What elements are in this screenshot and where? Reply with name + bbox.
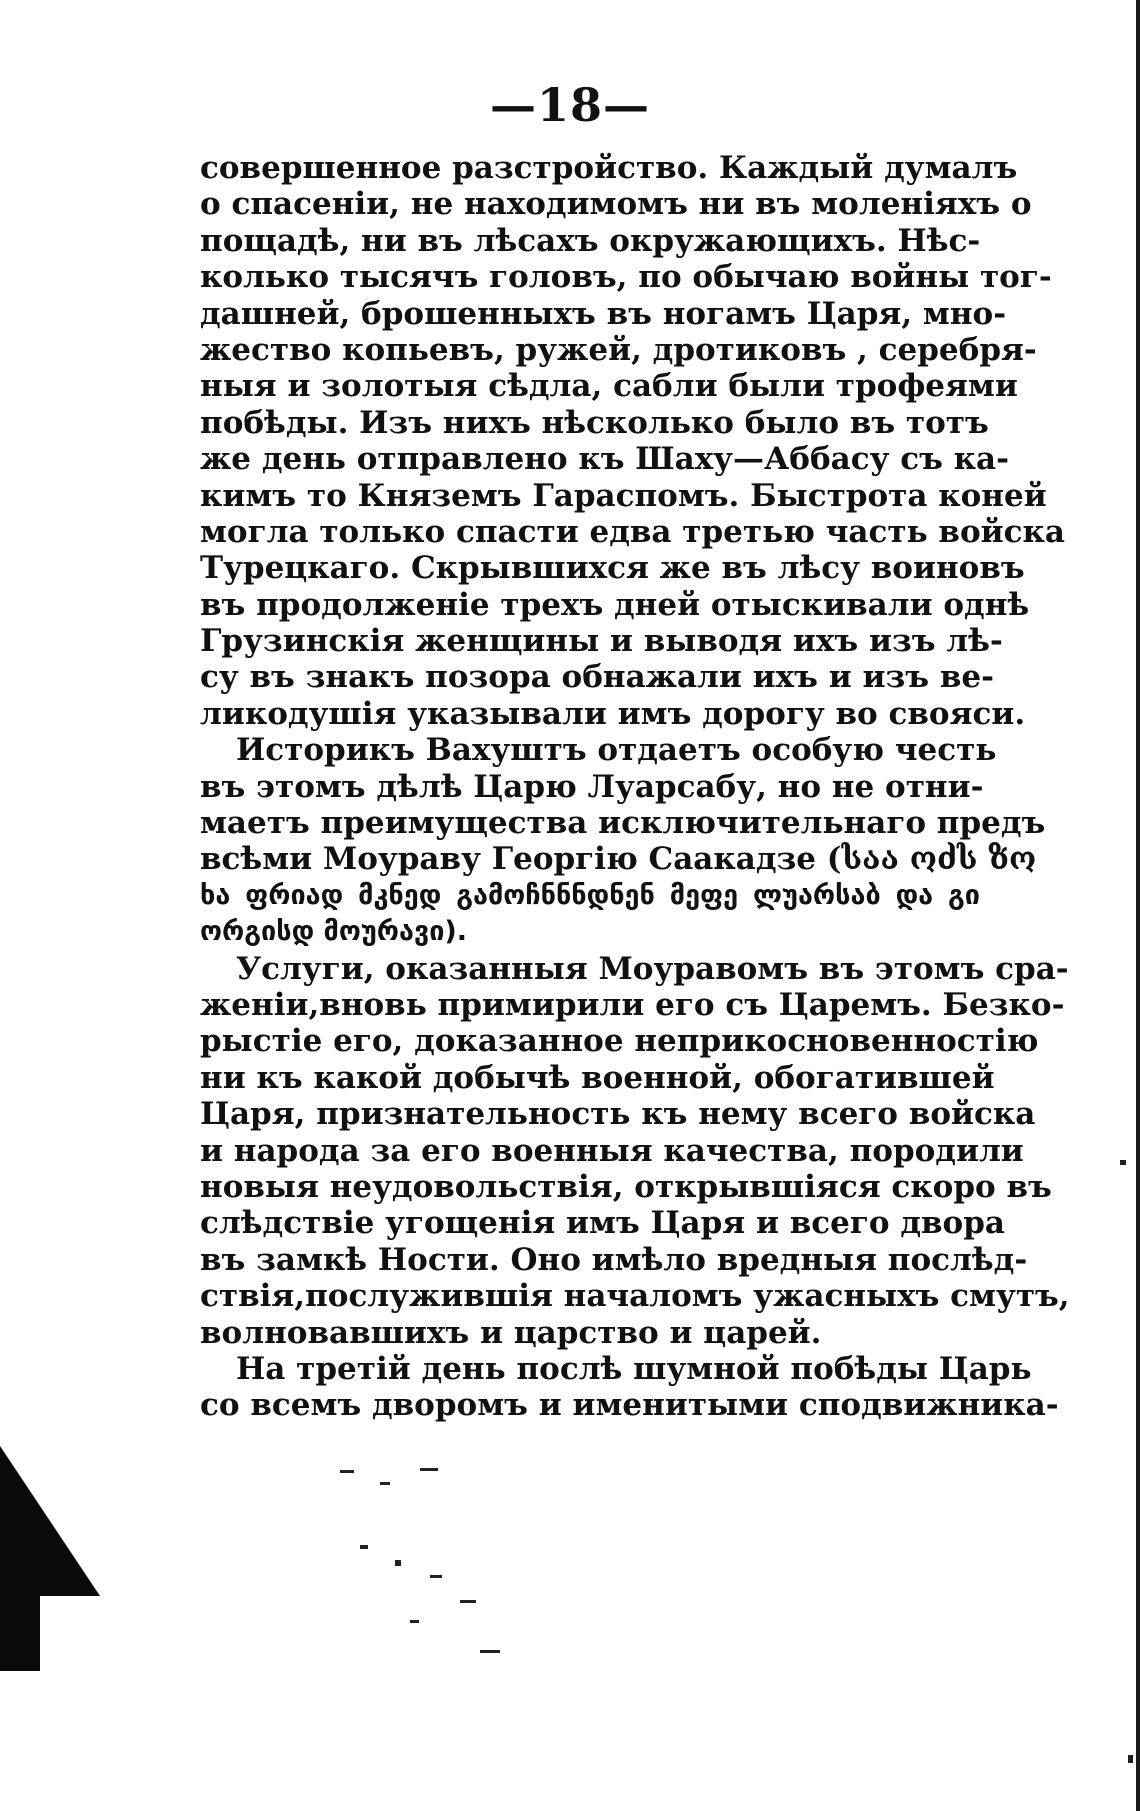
scan-speck xyxy=(1128,1755,1133,1763)
text-line: слѣдствіе угощенія имъ Царя и всего двора xyxy=(200,1205,1005,1242)
text-line: Историкъ Вахуштъ отдаетъ особую честь xyxy=(236,732,997,769)
scan-speck xyxy=(420,1468,438,1471)
text-line: побѣды. Изъ нихъ нѣсколько было въ тотъ xyxy=(200,404,989,441)
text-line: въ продолженіе трехъ дней отыскивали однѣ xyxy=(200,586,1030,623)
text-line: маетъ преимущества исключительнаго предъ xyxy=(200,805,1046,842)
text-line: кимъ то Княземъ Гараспомъ. Быстрота коней xyxy=(200,477,1047,514)
scan-artifact-block xyxy=(0,1591,40,1671)
georgian-text-line: ხა ფრიად მკნედ გამოჩნნნდნენ მეფე ლუარსაბ და გი xyxy=(200,879,980,911)
scan-speck xyxy=(430,1575,442,1578)
text-line: дашней, брошенныхъ въ ногамъ Царя, мно- xyxy=(200,295,1007,332)
text-line: же день отправлено къ Шаху—Аббасу съ ка- xyxy=(200,441,1010,478)
text-line: въ этомъ дѣлѣ Царю Луарсабу, но не отни- xyxy=(200,768,984,805)
text-line: ни къ какой добычѣ военной, обогатившей xyxy=(200,1059,995,1096)
text-line: всѣми Моураву Георгію Саакадзе (საა ოძს ზო xyxy=(200,841,1037,878)
text-line: На третій день послѣ шумной побѣды Царь xyxy=(236,1350,1032,1387)
scan-speck xyxy=(380,1482,390,1485)
text-line: Царя, признательность къ нему всего войска xyxy=(200,1096,1036,1133)
scan-speck xyxy=(1120,1160,1126,1165)
text-line: колько тысячъ головъ, по обычаю войны тог- xyxy=(200,259,1052,296)
text-line: рыстіе его, доказанное неприкосновенностію xyxy=(200,1023,1039,1060)
scan-artifact-corner xyxy=(0,1446,100,1596)
text-line: Турецкаго. Скрывшихся же въ лѣсу воиновъ xyxy=(200,550,1025,587)
text-line: ныя и золотыя сѣдла, сабли были трофеями xyxy=(200,368,1018,405)
text-line: волновавшихъ и царство и царей. xyxy=(200,1314,822,1351)
text-line: совершенное разстройство. Каждый думалъ xyxy=(200,150,1018,186)
scan-speck xyxy=(410,1620,419,1623)
page-number: —18— xyxy=(489,78,650,132)
text-line: ствія,послужившія началомъ ужасныхъ смутъ, xyxy=(200,1278,1070,1315)
text-line: о спасеніи, не находимомъ ни въ моленіяхъ о xyxy=(200,186,1032,223)
text-line: въ замкѣ Ности. Оно имѣло вредныя послѣд- xyxy=(200,1241,1028,1278)
scan-speck xyxy=(460,1600,476,1603)
text-line: Грузинскія женщины и выводя ихъ изъ лѣ- xyxy=(200,623,1003,660)
scan-edge-line xyxy=(1136,0,1140,1811)
text-line: женіи,вновь примирили его съ Царемъ. Безко- xyxy=(200,986,1065,1023)
text-line: су въ знакъ позора обнажали ихъ и изъ ве- xyxy=(200,659,994,696)
scan-speck xyxy=(360,1545,368,1549)
scan-speck xyxy=(480,1650,500,1653)
scan-speck xyxy=(395,1560,401,1566)
text-line: Услуги, оказанныя Моуравомъ въ этомъ сра- xyxy=(236,950,1069,987)
text-line: и народа за его военныя качества, породили xyxy=(200,1132,1024,1169)
text-line: пощадѣ, ни въ лѣсахъ окружающихъ. Нѣс- xyxy=(200,222,981,259)
text-line: ликодушія указывали имъ дорогу во свояси. xyxy=(200,695,1026,732)
text-line: со всемъ дворомъ и именитыми сподвижника- xyxy=(200,1387,1059,1424)
text-line: жество копьевъ, ружей, дротиковъ , серебря- xyxy=(200,331,1037,368)
scan-speck xyxy=(340,1470,354,1473)
text-line: новыя неудовольствія, открывшіяся скоро въ xyxy=(200,1168,1052,1205)
body-text xyxy=(200,150,1070,1424)
text-line: могла только спасти едва третью часть войска xyxy=(200,513,1065,550)
georgian-text-line: ორგისდ მოურავი). xyxy=(200,916,468,948)
